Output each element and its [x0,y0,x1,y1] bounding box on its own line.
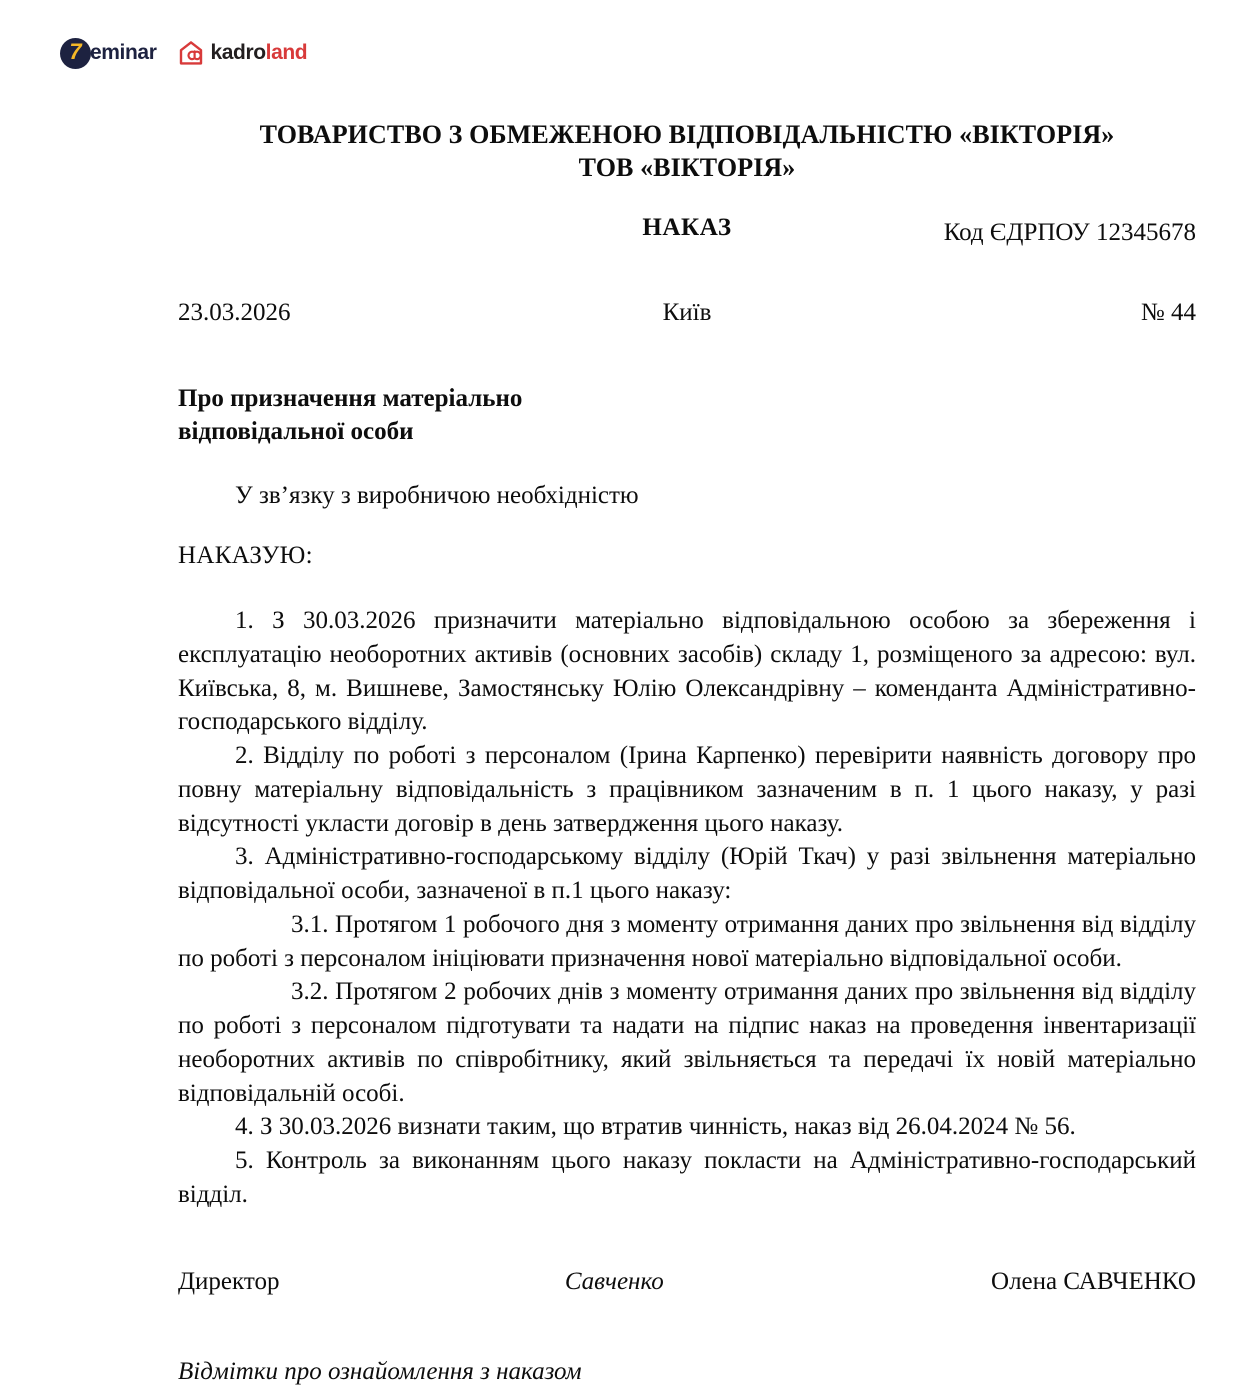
clause-item: 5. Контроль за виконанням цього наказу покласти на Адміністративно-господарський відділ. [178,1147,1196,1208]
document-preamble: У зв’язку з виробничою необхідністю [235,482,639,510]
organization-name-full: ТОВАРИСТВО З ОБМЕЖЕНОЮ ВІДПОВІДАЛЬНІСТЮ «ВІКТОРІЯ» [259,120,1115,149]
seminar-circle-icon [60,38,91,69]
clause-item: 1. З 30.03.2026 призначити матеріально відповідальною особою за збереження і експлуатацію необоротних активів (основних засобів) складу 1, розміщеного за адресою: вул. Київська, 8, м. Вишневе, Замостянську Юлію Олександрівну – коменданта Адміністративно-господарського відділу. [178,607,1196,736]
seminar-logo[interactable] [60,38,156,69]
signer-role: Директор [178,1267,280,1295]
seminar-seven-glyph: 7 [69,39,82,64]
document-meta-row [178,299,1196,327]
clause-item: 3.1. Протягом 1 робочого дня з моменту отримання даних про звільнення від відділу по роботі з персоналом ініціювати призначення нової матеріально відповідальної особи. [178,910,1196,972]
document-body [178,0,1196,1386]
acknowledgement-note: Відмітки про ознайомлення з наказом [178,1357,582,1385]
organization-name-short: ТОВ «ВІКТОРІЯ» [578,153,796,183]
subject-line-1: Про призначення матеріально [178,384,523,412]
signer-name: Олена САВЧЕНКО [991,1267,1196,1295]
kadroland-word-dark: kadro [210,41,266,64]
kadroland-word-accent: land [265,41,308,64]
document-kind: НАКАЗ [642,213,732,241]
organization-title [178,118,1196,185]
clause-item: 2. Відділу по роботі з персоналом (Ірина Карпенко) перевірити наявність договору про повну матеріальну відповідальність з працівником зазначеним в п. 1 цього наказу, у разі відсутності укласти договір в день затвердження цього наказу. [178,742,1196,837]
document-date: 23.03.2026 [178,298,291,326]
order-keyword: НАКАЗУЮ: [178,542,313,570]
document-subject [178,382,1196,449]
clause-item: 3. Адміністративно-господарському відділу (Юрій Ткач) у разі звільнення матеріально відповідальної особи, зазначеної в п.1 цього наказу: [178,843,1196,905]
seminar-wordmark: eminar [90,41,157,64]
document-number: № 44 [1140,298,1196,326]
clause-item: 3.2. Протягом 2 робочих днів з моменту отримання даних про звільнення від відділу по роботі з персоналом підготувати та надати на підпис наказ на проведення інвентаризації необоротних активів по співробітнику, який звільняється та передачі їх новій матеріально відповідальній особі. [178,978,1196,1107]
handwritten-signature: Савченко [564,1267,664,1295]
signature-block [178,1268,1196,1296]
subject-line-2: відповідальної особи [178,417,414,445]
clause-item: 4. З 30.03.2026 визнати таким, що втратив чинність, наказ від 26.04.2024 № 56. [235,1113,1076,1141]
edrpou-code: Код ЄДРПОУ 12345678 [943,218,1196,246]
clause-list [178,604,1196,1212]
document-city: Київ [662,298,712,326]
